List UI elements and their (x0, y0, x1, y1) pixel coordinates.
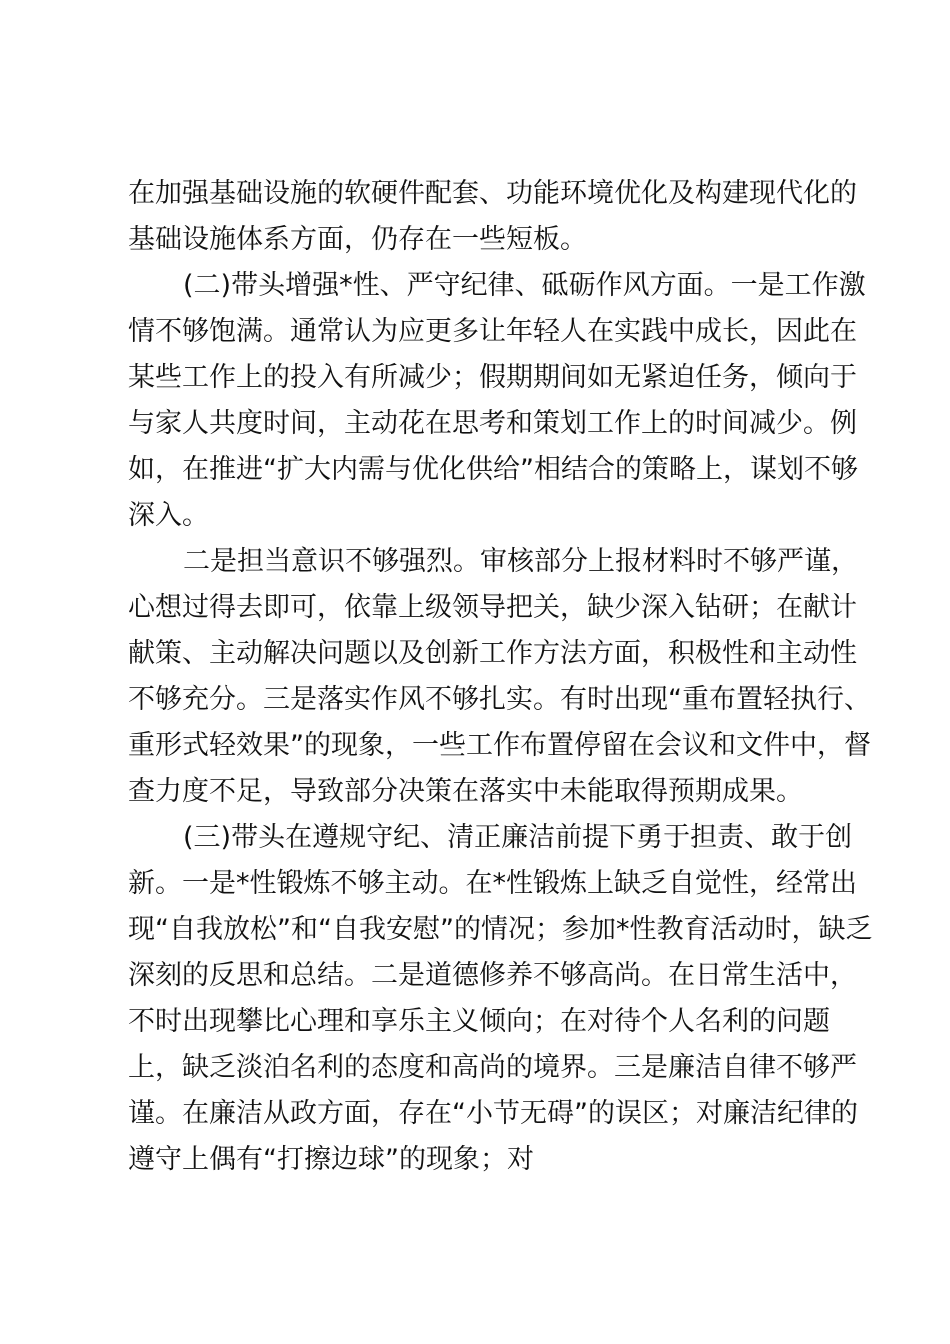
text-line: 深刻的反思和总结。二是道德修养不够高尚。在日常生活中， (128, 960, 857, 991)
text-line: 查力度不足，导致部分决策在落实中未能取得预期成果。 (128, 776, 803, 807)
text-line: 深入。 (128, 500, 209, 531)
text-line: 不时出现攀比心理和享乐主义倾向；在对待个人名利的问题 (128, 1006, 830, 1037)
text-line: 现“自我放松”和“自我安慰”的情况；参加*性教育活动时，缺乏 (128, 914, 873, 945)
text-line: 基础设施体系方面，仍存在一些短板。 (128, 224, 587, 255)
text-line: 情不够饱满。通常认为应更多让年轻人在实践中成长，因此在 (128, 316, 857, 347)
text-line: 在加强基础设施的软硬件配套、功能环境优化及构建现代化的 (128, 178, 857, 209)
text-line: 新。一是*性锻炼不够主动。在*性锻炼上缺乏自觉性，经常出 (128, 868, 857, 899)
text-line: 重形式轻效果”的现象，一些工作布置停留在会议和文件中，督 (128, 730, 871, 761)
text-line: 遵守上偶有“打擦边球”的现象；对 (128, 1144, 534, 1175)
paragraph-start-line: 二是担当意识不够强烈。审核部分上报材料时不够严谨， (183, 546, 858, 577)
text-line: 与家人共度时间，主动花在思考和策划工作上的时间减少。例 (128, 408, 857, 439)
text-line: 谨。在廉洁从政方面，存在“小节无碍”的误区；对廉洁纪律的 (128, 1098, 858, 1129)
text-line: 心想过得去即可，依靠上级领导把关，缺少深入钻研；在献计 (128, 592, 857, 623)
text-line: 如，在推进“扩大内需与优化供给”相结合的策略上，谋划不够 (128, 454, 858, 485)
text-line: 上，缺乏淡泊名利的态度和高尚的境界。三是廉洁自律不够严 (128, 1052, 857, 1083)
text-line: 献策、主动解决问题以及创新工作方法方面，积极性和主动性 (128, 638, 857, 669)
text-line: 某些工作上的投入有所减少；假期期间如无紧迫任务，倾向于 (128, 362, 857, 393)
text-line: 不够充分。三是落实作风不够扎实。有时出现“重布置轻执行、 (128, 684, 871, 715)
paragraph-start-line: (二)带头增强*性、严守纪律、砥砺作风方面。一是工作激 (183, 270, 866, 301)
paragraph-start-line: (三)带头在遵规守纪、清正廉洁前提下勇于担责、敢于创 (183, 822, 853, 853)
